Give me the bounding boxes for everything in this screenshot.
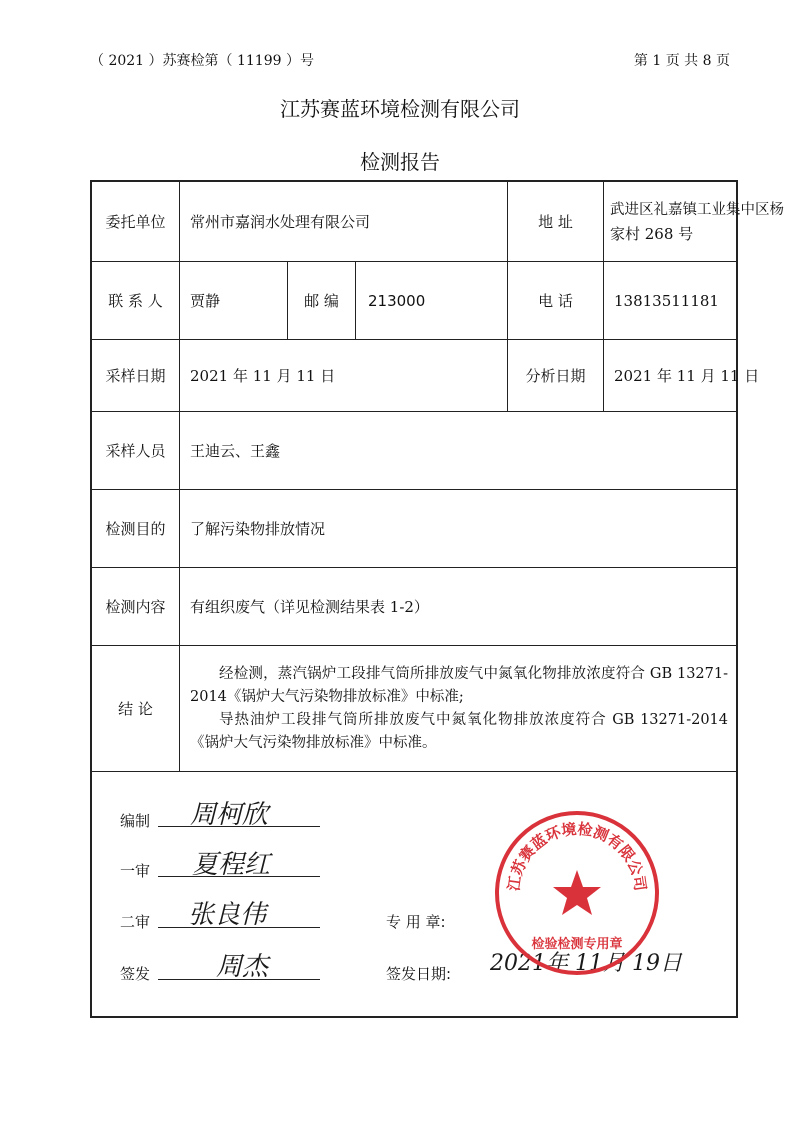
issue-signature: 周杰 (216, 952, 269, 982)
first-review-label: 一审 (120, 862, 151, 880)
prepared-label: 编制 (120, 812, 151, 830)
content-label: 检测内容 (92, 568, 180, 646)
client-label: 委托单位 (92, 182, 180, 262)
stamp-label: 专 用 章: (386, 913, 446, 931)
sampling-date-label: 采样日期 (92, 340, 180, 412)
company-name: 江苏赛蓝环境检测有限公司 (280, 97, 520, 121)
report-number: （ 2021 ）苏赛检第（ 11199 ）号 (90, 53, 314, 69)
conclusion-value (180, 646, 736, 772)
sampling-date-value: 2021 年 11 月 11 日 (180, 340, 508, 412)
contact-label: 联 系 人 (92, 262, 180, 340)
conclusion-paragraph-1: 经检测，蒸汽锅炉工段排气筒所排放废气中氮氧化物排放浓度符合 GB 13271-2014《锅炉大气污染物排放标准》中标准; (190, 665, 728, 705)
postcode-label: 邮 编 (288, 262, 356, 340)
issue-label: 签发 (120, 965, 151, 983)
phone-label: 电 话 (508, 262, 604, 340)
report-title: 检测报告 (360, 150, 440, 174)
contact-value: 贾静 (180, 262, 288, 340)
purpose-value: 了解污染物排放情况 (180, 490, 736, 568)
seal-bottom-text: 检验检测专用章 (531, 937, 623, 952)
postcode-value: 213000 (356, 262, 508, 340)
conclusion-label: 结 论 (92, 646, 180, 772)
address-line-2: 家村 268 号 (610, 224, 694, 243)
address-label: 地 址 (508, 182, 604, 262)
prepared-signature: 周柯欣 (190, 800, 269, 830)
second-review-signature: 张良伟 (188, 900, 267, 930)
seal-star-icon (553, 870, 601, 915)
conclusion-paragraph-2: 导热油炉工段排气筒所排放废气中氮氧化物排放浓度符合 GB 13271-2014《锅炉大气污染物排放标准》中标准。 (190, 711, 728, 751)
content-value: 有组织废气（详见检测结果表 1-2） (180, 568, 736, 646)
issue-date-value: 2021年 11月 19日 (490, 951, 682, 976)
sampler-value: 王迪云、王鑫 (180, 412, 736, 490)
address-value (604, 182, 784, 262)
purpose-label: 检测目的 (92, 490, 180, 568)
company-seal (492, 808, 662, 978)
second-review-label: 二审 (120, 913, 151, 931)
client-value: 常州市嘉润水处理有限公司 (180, 182, 508, 262)
phone-value: 13813511181 (604, 262, 736, 340)
sampler-label: 采样人员 (92, 412, 180, 490)
address-line-1: 武进区礼嘉镇工业集中区杨 (610, 201, 784, 218)
page-info: 第 1 页 共 8 页 (633, 53, 730, 69)
first-review-signature: 夏程红 (192, 850, 271, 880)
analysis-date-value: 2021 年 11 月 11 日 (604, 340, 736, 412)
analysis-date-label: 分析日期 (508, 340, 604, 412)
seal-top-text: 江苏赛蓝环境检测有限公司 (504, 819, 650, 893)
issue-date-label: 签发日期: (386, 965, 452, 983)
